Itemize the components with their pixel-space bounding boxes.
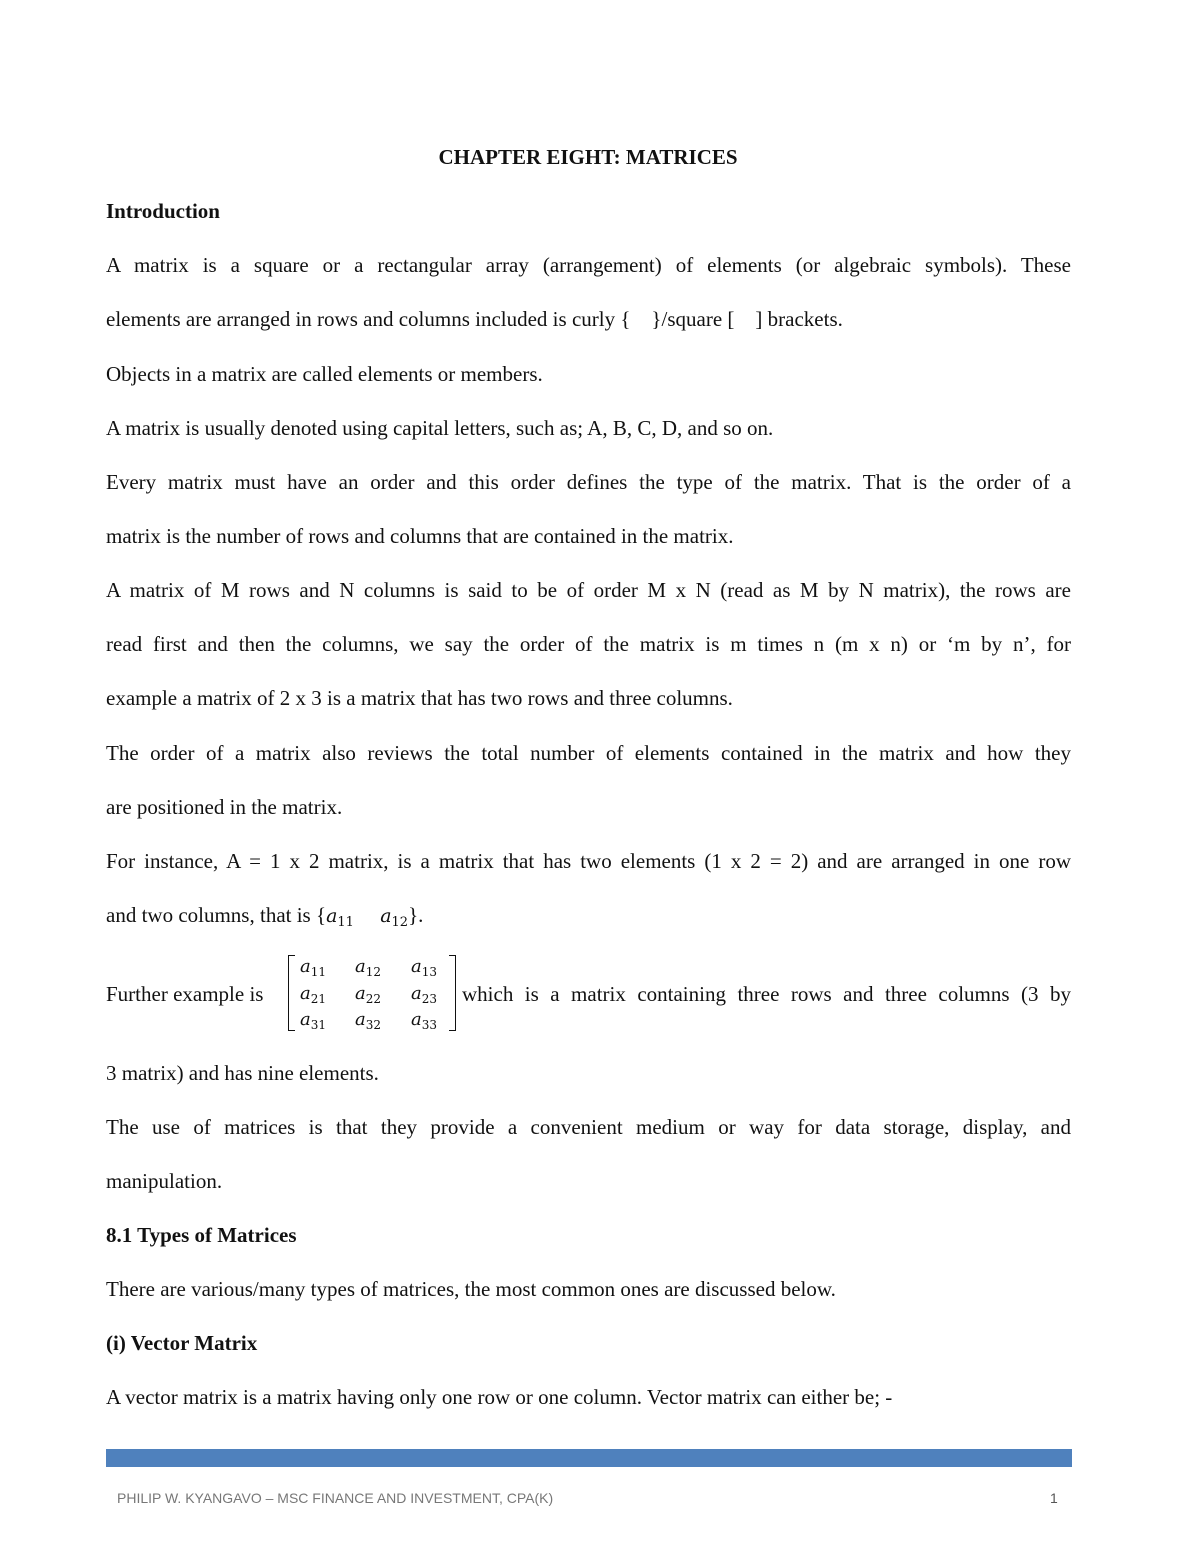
page-number: 1 xyxy=(1050,1490,1058,1506)
matrix-cell: $a_{11}$ xyxy=(300,956,327,979)
footer-bar xyxy=(106,1449,1072,1467)
left-bracket xyxy=(288,955,295,1031)
paragraph-line: A vector matrix is a matrix having only one row or one column. Vector matrix can either be; - xyxy=(106,1385,893,1409)
paragraph-line xyxy=(106,902,1071,936)
matrix-cell: $a_{12}$ xyxy=(355,956,382,979)
paragraph-line: Further example is xyxy=(106,982,264,1006)
subsection-heading: (i) Vector Matrix xyxy=(106,1331,258,1355)
square-brackets: [ ] xyxy=(727,307,763,331)
paragraph-line: A matrix is usually denoted using capital letters, such as; A, B, C, D, and so on. xyxy=(106,416,774,440)
curly-braces: { } xyxy=(620,307,662,331)
paragraph-line: matrix is the number of rows and columns that are contained in the matrix. xyxy=(106,524,734,548)
matrix-cell: $a_{33}$ xyxy=(411,1009,438,1032)
paragraph-line: There are various/many types of matrices, the most common ones are discussed below. xyxy=(106,1277,836,1301)
paragraph-line: read first and then the columns, we say the order of the matrix is m times n (m x n) or ‘m by n’, for xyxy=(106,632,1071,656)
text-span: brackets. xyxy=(767,307,843,331)
intro-heading: Introduction xyxy=(106,199,220,223)
inline-vector: {$a_{11}$ $a_{12}$}. xyxy=(315,903,424,930)
paragraph-line: Every matrix must have an order and this order defines the type of the matrix. That is the order of a xyxy=(106,470,1071,494)
footer-text: PHILIP W. KYANGAVO – MSC FINANCE AND INVESTMENT, CPA(K) xyxy=(117,1490,554,1506)
text-span: elements are arranged in rows and columns included is curly xyxy=(106,307,616,331)
section-heading: 8.1 Types of Matrices xyxy=(106,1223,297,1247)
paragraph-line: Objects in a matrix are called elements or members. xyxy=(106,362,543,386)
paragraph-line: manipulation. xyxy=(106,1169,223,1193)
paragraph-line: are positioned in the matrix. xyxy=(106,795,343,819)
matrix-cell: $a_{23}$ xyxy=(411,983,438,1006)
matrix-cell: $a_{13}$ xyxy=(411,956,438,979)
matrix-cell: $a_{21}$ xyxy=(300,983,327,1006)
right-bracket xyxy=(449,955,456,1031)
text-span: /square xyxy=(661,307,723,331)
paragraph-line: which is a matrix containing three rows and three columns (3 by xyxy=(462,982,1071,1006)
paragraph-line: 3 matrix) and has nine elements. xyxy=(106,1061,379,1085)
chapter-title: CHAPTER EIGHT: MATRICES xyxy=(438,145,738,169)
paragraph-line: The use of matrices is that they provide a convenient medium or way for data storage, display, and xyxy=(106,1115,1071,1139)
text-span: and two columns, that is xyxy=(106,903,311,927)
paragraph-line: A matrix is a square or a rectangular array (arrangement) of elements (or algebraic symbols). These xyxy=(106,253,1071,277)
matrix-cell: $a_{32}$ xyxy=(355,1009,382,1032)
matrix-cell: $a_{31}$ xyxy=(300,1009,327,1032)
paragraph-line: A matrix of M rows and N columns is said to be of order M x N (read as M by N matrix), the rows are xyxy=(106,578,1071,602)
paragraph-line xyxy=(106,306,1071,332)
paragraph-line: The order of a matrix also reviews the total number of elements contained in the matrix and how they xyxy=(106,741,1071,765)
paragraph-line: For instance, A = 1 x 2 matrix, is a matrix that has two elements (1 x 2 = 2) and are arranged in one row xyxy=(106,849,1071,873)
matrix-3x3 xyxy=(288,953,456,1031)
paragraph-line: example a matrix of 2 x 3 is a matrix that has two rows and three columns. xyxy=(106,686,733,710)
matrix-cell: $a_{22}$ xyxy=(355,983,382,1006)
